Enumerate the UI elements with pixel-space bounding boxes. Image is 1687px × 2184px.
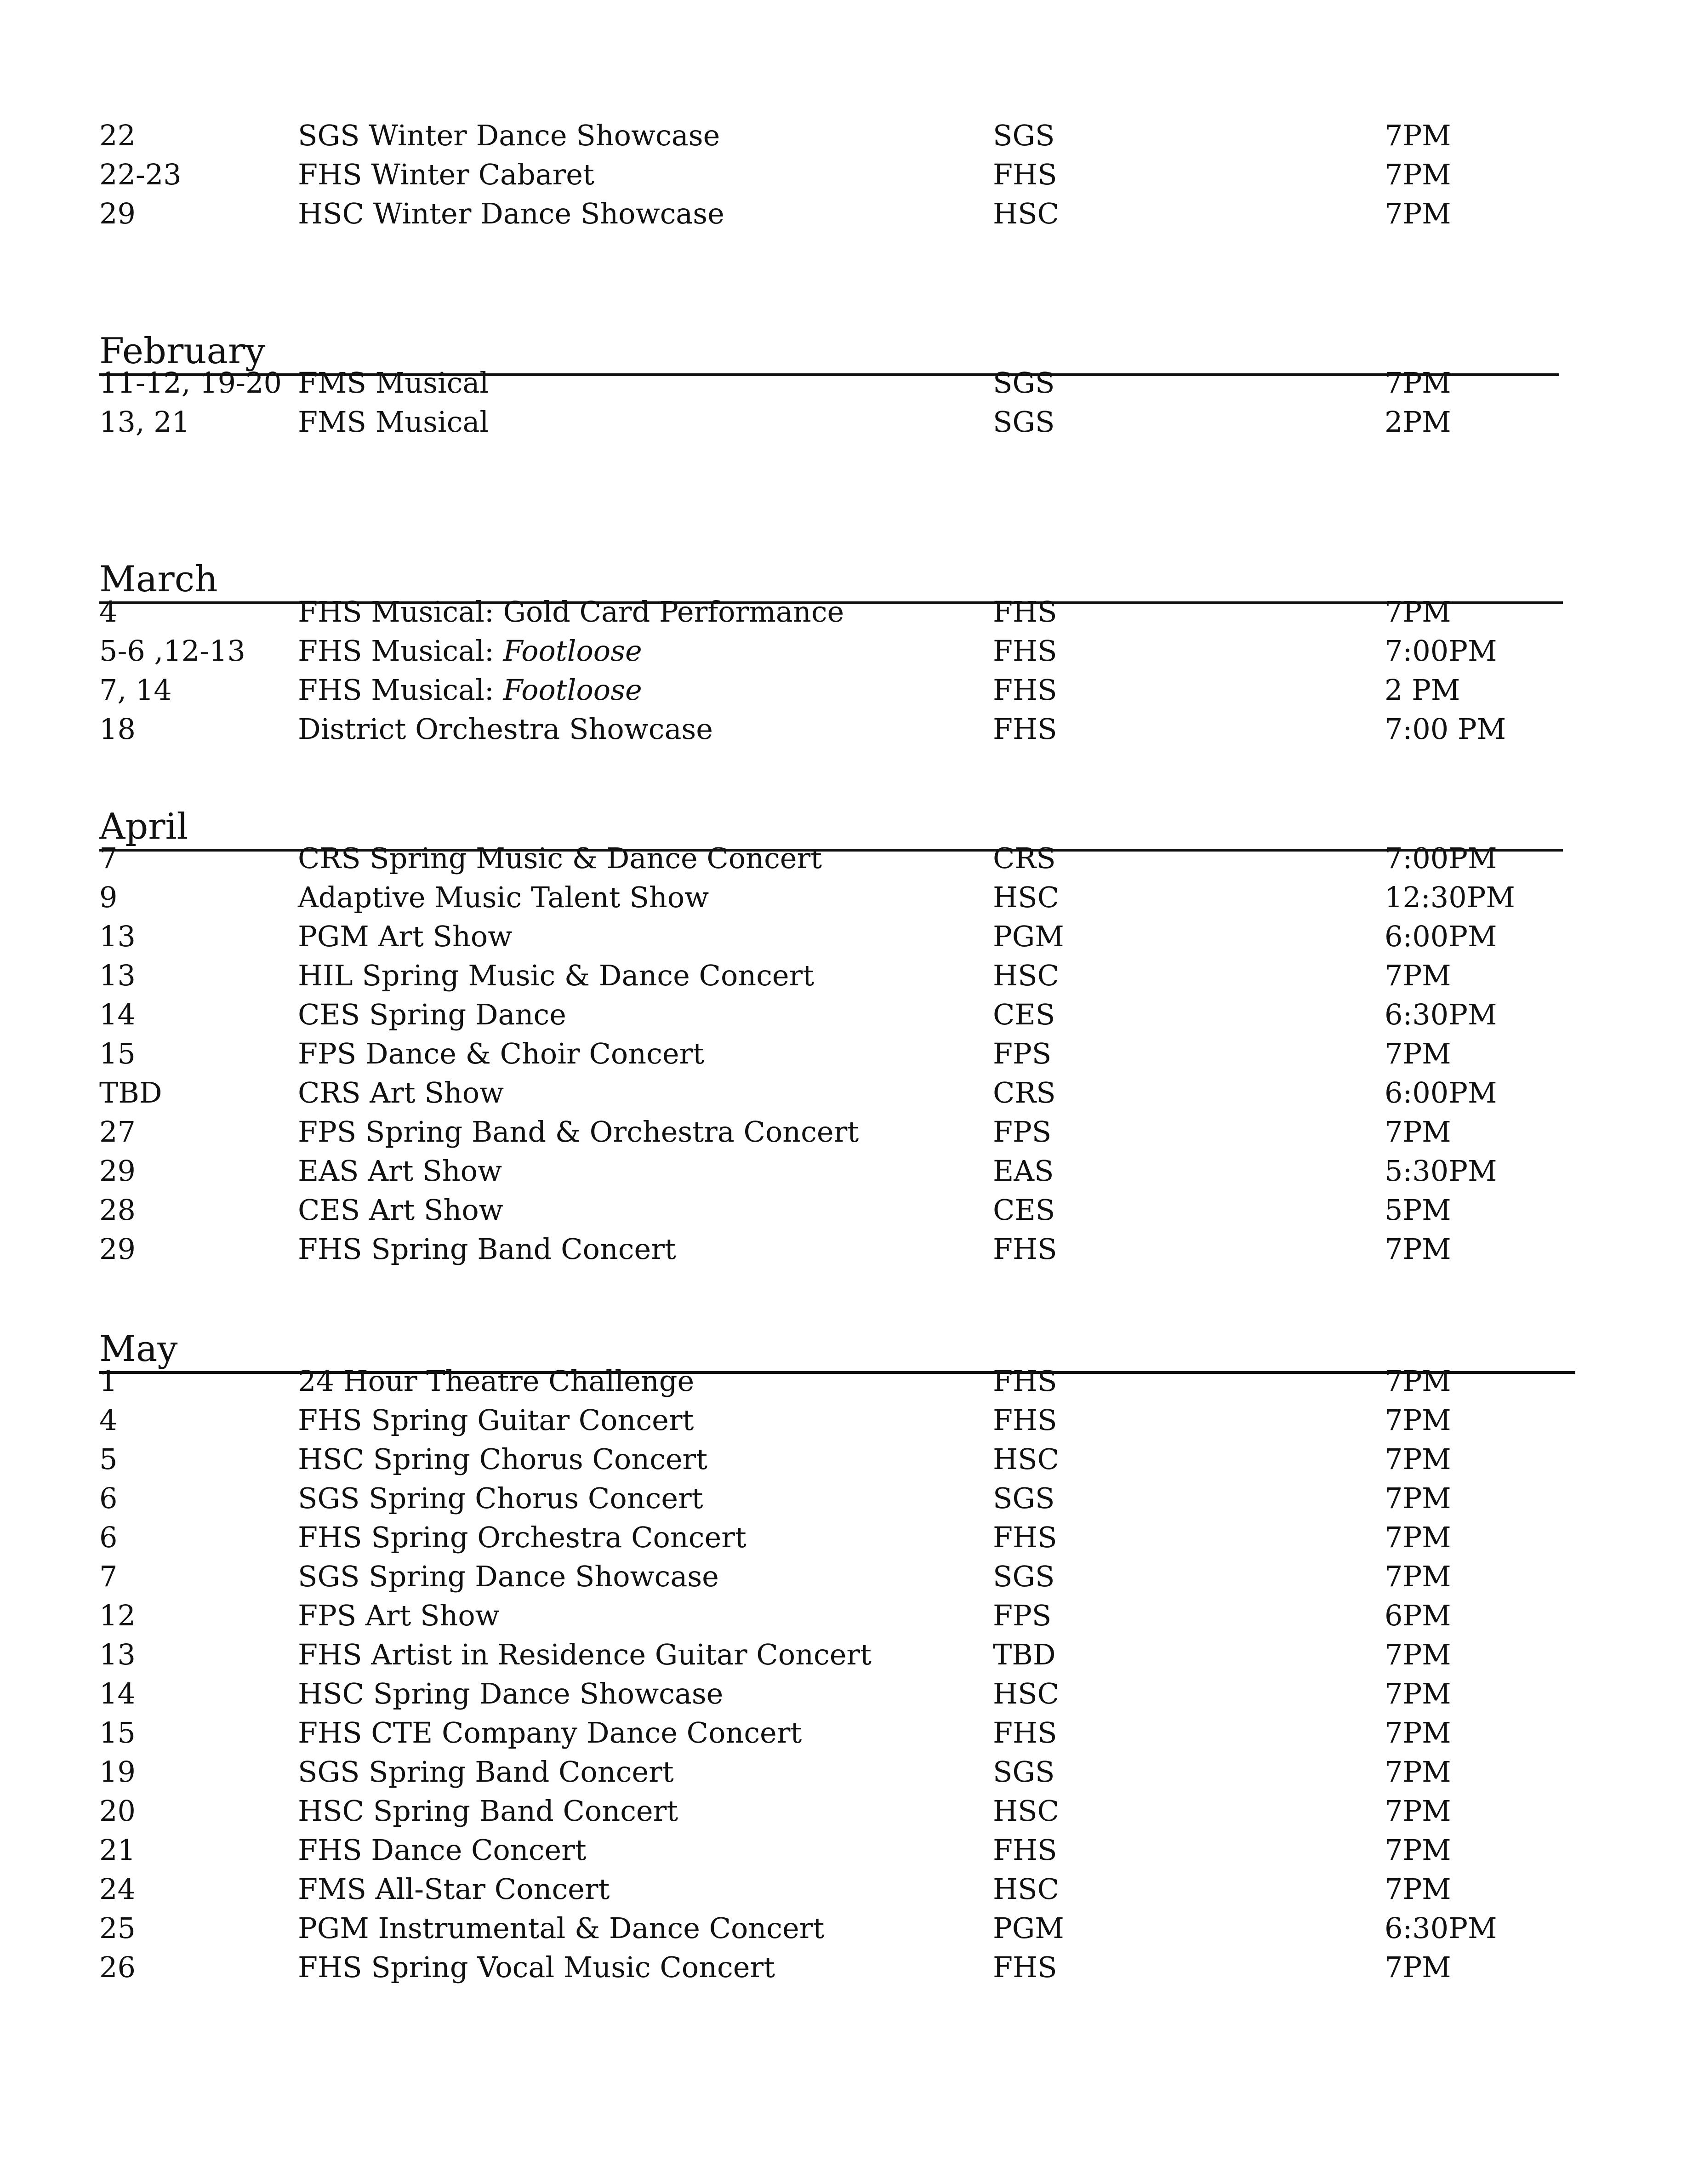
event-date: 29 xyxy=(99,1232,136,1266)
event-name xyxy=(298,671,642,709)
event-row xyxy=(0,1440,1687,1479)
event-name xyxy=(298,917,512,956)
month-header-may: May xyxy=(99,1327,1575,1374)
event-row xyxy=(0,1362,1687,1401)
event-name xyxy=(298,1831,587,1870)
event-name xyxy=(298,1230,676,1269)
event-venue: HSC xyxy=(993,1442,1059,1476)
event-name-text: FHS Spring Guitar Concert xyxy=(298,1403,694,1437)
event-name xyxy=(298,632,642,670)
event-name-text: FHS Musical: xyxy=(298,673,503,707)
event-name-text: FHS Artist in Residence Guitar Concert xyxy=(298,1638,872,1671)
event-row xyxy=(0,1152,1687,1190)
event-date: 18 xyxy=(99,712,136,746)
event-date: TBD xyxy=(99,1076,162,1109)
event-venue: CES xyxy=(993,998,1055,1031)
event-name xyxy=(298,1909,824,1948)
event-time: 7:00 PM xyxy=(1385,712,1506,746)
event-time: 7PM xyxy=(1385,1521,1451,1554)
event-name xyxy=(298,1152,502,1190)
event-name xyxy=(298,364,489,402)
event-name-text: District Orchestra Showcase xyxy=(298,712,713,746)
event-row xyxy=(0,1479,1687,1518)
event-date: 7 xyxy=(99,1560,118,1593)
event-name-text: SGS Spring Band Concert xyxy=(298,1755,674,1789)
event-date: 4 xyxy=(99,595,118,629)
event-date: 7 xyxy=(99,841,118,875)
event-venue: TBD xyxy=(993,1638,1056,1671)
event-time: 7PM xyxy=(1385,1755,1451,1789)
event-row xyxy=(0,1035,1687,1073)
event-time: 6:30PM xyxy=(1385,998,1497,1031)
event-date: 11-12, 19-20 xyxy=(99,366,282,400)
event-date: 25 xyxy=(99,1911,136,1945)
event-time: 7PM xyxy=(1385,1115,1451,1149)
event-date: 14 xyxy=(99,998,136,1031)
event-time: 6PM xyxy=(1385,1599,1451,1632)
event-row xyxy=(0,1792,1687,1830)
event-time: 7:00PM xyxy=(1385,841,1497,875)
event-name-text: 24 Hour Theatre Challenge xyxy=(298,1364,695,1398)
event-name xyxy=(298,1948,775,1987)
event-date: 26 xyxy=(99,1950,136,1984)
event-name xyxy=(298,1113,859,1151)
event-date: 29 xyxy=(99,1154,136,1188)
event-time: 7PM xyxy=(1385,1364,1451,1398)
event-name-text: HIL Spring Music & Dance Concert xyxy=(298,959,815,992)
event-time: 5PM xyxy=(1385,1193,1451,1227)
event-venue: FHS xyxy=(993,1950,1057,1984)
event-date: 9 xyxy=(99,880,118,914)
event-time: 7PM xyxy=(1385,1677,1451,1710)
event-name xyxy=(298,593,844,631)
event-row xyxy=(0,671,1687,709)
event-date: 27 xyxy=(99,1115,136,1149)
event-row xyxy=(0,1635,1687,1674)
event-name xyxy=(298,710,713,749)
event-venue: FHS xyxy=(993,1364,1057,1398)
event-name xyxy=(298,1753,674,1791)
event-date: 12 xyxy=(99,1599,136,1632)
event-venue: SGS xyxy=(993,1481,1055,1515)
event-row xyxy=(0,1557,1687,1596)
event-name-text: EAS Art Show xyxy=(298,1154,502,1188)
event-name xyxy=(298,1675,723,1713)
event-name-text: FPS Art Show xyxy=(298,1599,500,1632)
event-venue: SGS xyxy=(993,1755,1055,1789)
event-venue: EAS xyxy=(993,1154,1054,1188)
event-row xyxy=(0,1831,1687,1870)
event-venue: FHS xyxy=(993,1833,1057,1867)
event-row xyxy=(0,839,1687,878)
event-name xyxy=(298,403,489,441)
event-date: 6 xyxy=(99,1521,118,1554)
event-name xyxy=(298,1440,707,1479)
event-row xyxy=(0,632,1687,670)
event-name xyxy=(298,1362,694,1401)
event-venue: SGS xyxy=(993,1560,1055,1593)
event-venue: HSC xyxy=(993,1677,1059,1710)
event-name-text: FHS Spring Vocal Music Concert xyxy=(298,1950,775,1984)
event-row xyxy=(0,1948,1687,1987)
event-date: 22 xyxy=(99,119,136,152)
event-date: 21 xyxy=(99,1833,136,1867)
event-date: 6 xyxy=(99,1481,118,1515)
event-time: 7PM xyxy=(1385,197,1451,230)
month-header-april: April xyxy=(99,805,1563,852)
event-row xyxy=(0,364,1687,402)
event-time: 7PM xyxy=(1385,1560,1451,1593)
event-venue: HSC xyxy=(993,880,1059,914)
event-name xyxy=(298,1714,802,1752)
event-name-text: FHS Dance Concert xyxy=(298,1833,587,1867)
event-venue: HSC xyxy=(993,197,1059,230)
event-time: 7PM xyxy=(1385,1716,1451,1749)
event-venue: HSC xyxy=(993,1872,1059,1906)
event-row xyxy=(0,1909,1687,1948)
event-name-text: CES Spring Dance xyxy=(298,998,566,1031)
event-row xyxy=(0,1113,1687,1151)
event-venue: SGS xyxy=(993,405,1055,439)
event-name xyxy=(298,116,720,155)
event-name xyxy=(298,839,822,878)
event-name xyxy=(298,878,709,917)
event-name xyxy=(298,155,594,194)
event-name-text: HSC Spring Band Concert xyxy=(298,1794,678,1828)
event-venue: FHS xyxy=(993,1232,1057,1266)
event-row xyxy=(0,956,1687,995)
event-name xyxy=(298,1035,704,1073)
event-time: 7PM xyxy=(1385,1403,1451,1437)
event-name-text: FHS Spring Orchestra Concert xyxy=(298,1521,747,1554)
event-name xyxy=(298,1557,719,1596)
event-date: 22-23 xyxy=(99,158,182,191)
event-name xyxy=(298,194,724,233)
event-name-italic: Footloose xyxy=(503,673,642,707)
event-time: 12:30PM xyxy=(1385,880,1515,914)
event-venue: CRS xyxy=(993,841,1056,875)
event-name-text: FHS Musical: Gold Card Performance xyxy=(298,595,844,629)
event-time: 6:00PM xyxy=(1385,920,1497,953)
event-venue: HSC xyxy=(993,1794,1059,1828)
event-name-text: CRS Spring Music & Dance Concert xyxy=(298,841,822,875)
event-time: 7PM xyxy=(1385,595,1451,629)
event-date: 15 xyxy=(99,1037,136,1070)
event-row xyxy=(0,1191,1687,1229)
event-name-text: FHS CTE Company Dance Concert xyxy=(298,1716,802,1749)
event-venue: SGS xyxy=(993,119,1055,152)
event-row xyxy=(0,1518,1687,1557)
event-name-text: PGM Art Show xyxy=(298,920,513,953)
event-time: 7PM xyxy=(1385,1037,1451,1070)
event-time: 7PM xyxy=(1385,158,1451,191)
event-venue: FHS xyxy=(993,595,1057,629)
event-name xyxy=(298,1596,500,1635)
event-venue: FHS xyxy=(993,1521,1057,1554)
event-row xyxy=(0,116,1687,155)
event-date: 7, 14 xyxy=(99,673,172,707)
event-venue: FHS xyxy=(993,634,1057,668)
event-name-text: FHS Spring Band Concert xyxy=(298,1232,676,1266)
event-date: 24 xyxy=(99,1872,136,1906)
event-row xyxy=(0,1675,1687,1713)
event-time: 7PM xyxy=(1385,1232,1451,1266)
event-row xyxy=(0,1714,1687,1752)
event-name-text: HSC Spring Chorus Concert xyxy=(298,1442,708,1476)
event-row xyxy=(0,878,1687,917)
event-time: 7PM xyxy=(1385,1872,1451,1906)
event-date: 15 xyxy=(99,1716,136,1749)
event-venue: FHS xyxy=(993,158,1057,191)
event-name-text: SGS Spring Chorus Concert xyxy=(298,1481,703,1515)
event-venue: FHS xyxy=(993,673,1057,707)
event-row xyxy=(0,403,1687,441)
event-row xyxy=(0,194,1687,233)
event-time: 7PM xyxy=(1385,959,1451,992)
event-name-text: FPS Dance & Choir Concert xyxy=(298,1037,705,1070)
event-row xyxy=(0,1596,1687,1635)
event-name xyxy=(298,1074,504,1112)
event-time: 2PM xyxy=(1385,405,1451,439)
event-name-text: FHS Winter Cabaret xyxy=(298,158,594,191)
event-name-text: PGM Instrumental & Dance Concert xyxy=(298,1911,825,1945)
event-row xyxy=(0,917,1687,956)
event-venue: HSC xyxy=(993,959,1059,992)
event-time: 7:00PM xyxy=(1385,634,1497,668)
event-time: 7PM xyxy=(1385,119,1451,152)
month-header-february: February xyxy=(99,329,1559,376)
event-name xyxy=(298,1792,678,1830)
event-venue: PGM xyxy=(993,920,1064,953)
event-name xyxy=(298,1401,694,1440)
event-name-text: HSC Spring Dance Showcase xyxy=(298,1677,724,1710)
event-date: 14 xyxy=(99,1677,136,1710)
event-name-text: Adaptive Music Talent Show xyxy=(298,880,709,914)
event-name xyxy=(298,1635,872,1674)
event-row xyxy=(0,1870,1687,1909)
event-name-text: HSC Winter Dance Showcase xyxy=(298,197,724,230)
event-name-text: CES Art Show xyxy=(298,1193,503,1227)
event-time: 7PM xyxy=(1385,1794,1451,1828)
event-name xyxy=(298,956,814,995)
event-date: 5-6 ,12-13 xyxy=(99,634,245,668)
event-date: 13 xyxy=(99,959,136,992)
event-name-text: SGS Spring Dance Showcase xyxy=(298,1560,719,1593)
event-date: 20 xyxy=(99,1794,136,1828)
event-date: 4 xyxy=(99,1403,118,1437)
event-name-text: FHS Musical: xyxy=(298,634,503,668)
event-venue: CES xyxy=(993,1193,1055,1227)
event-row xyxy=(0,995,1687,1034)
event-date: 1 xyxy=(99,1364,118,1398)
event-name-text: FMS All-Star Concert xyxy=(298,1872,610,1906)
event-name-text: SGS Winter Dance Showcase xyxy=(298,119,720,152)
event-row xyxy=(0,1401,1687,1440)
event-name xyxy=(298,1870,610,1909)
event-time: 5:30PM xyxy=(1385,1154,1497,1188)
event-time: 2 PM xyxy=(1385,673,1460,707)
event-venue: SGS xyxy=(993,366,1055,400)
event-date: 13 xyxy=(99,1638,136,1671)
event-name xyxy=(298,995,566,1034)
event-time: 7PM xyxy=(1385,1442,1451,1476)
event-time: 7PM xyxy=(1385,1833,1451,1867)
event-name-italic: Footloose xyxy=(503,634,642,668)
event-row xyxy=(0,710,1687,749)
event-name xyxy=(298,1191,503,1229)
event-time: 7PM xyxy=(1385,1638,1451,1671)
event-venue: CRS xyxy=(993,1076,1056,1109)
event-name-text: FMS Musical xyxy=(298,405,489,439)
event-date: 19 xyxy=(99,1755,136,1789)
event-time: 7PM xyxy=(1385,1950,1451,1984)
event-time: 6:30PM xyxy=(1385,1911,1497,1945)
event-date: 28 xyxy=(99,1193,136,1227)
event-row xyxy=(0,1753,1687,1791)
event-date: 29 xyxy=(99,197,136,230)
event-time: 6:00PM xyxy=(1385,1076,1497,1109)
event-name-text: CRS Art Show xyxy=(298,1076,504,1109)
event-venue: FPS xyxy=(993,1599,1052,1632)
event-time: 7PM xyxy=(1385,366,1451,400)
event-date: 13 xyxy=(99,920,136,953)
event-date: 13, 21 xyxy=(99,405,190,439)
event-venue: FHS xyxy=(993,712,1057,746)
event-venue: FPS xyxy=(993,1115,1052,1149)
event-venue: FPS xyxy=(993,1037,1052,1070)
event-date: 5 xyxy=(99,1442,118,1476)
event-name-text: FPS Spring Band & Orchestra Concert xyxy=(298,1115,859,1149)
event-venue: FHS xyxy=(993,1403,1057,1437)
event-name-text: FMS Musical xyxy=(298,366,489,400)
event-name xyxy=(298,1479,703,1518)
event-row xyxy=(0,1074,1687,1112)
event-name xyxy=(298,1518,747,1557)
event-time: 7PM xyxy=(1385,1481,1451,1515)
event-row xyxy=(0,593,1687,631)
event-row xyxy=(0,155,1687,194)
event-venue: FHS xyxy=(993,1716,1057,1749)
month-header-march: March xyxy=(99,557,1563,604)
event-venue: PGM xyxy=(993,1911,1064,1945)
event-row xyxy=(0,1230,1687,1269)
